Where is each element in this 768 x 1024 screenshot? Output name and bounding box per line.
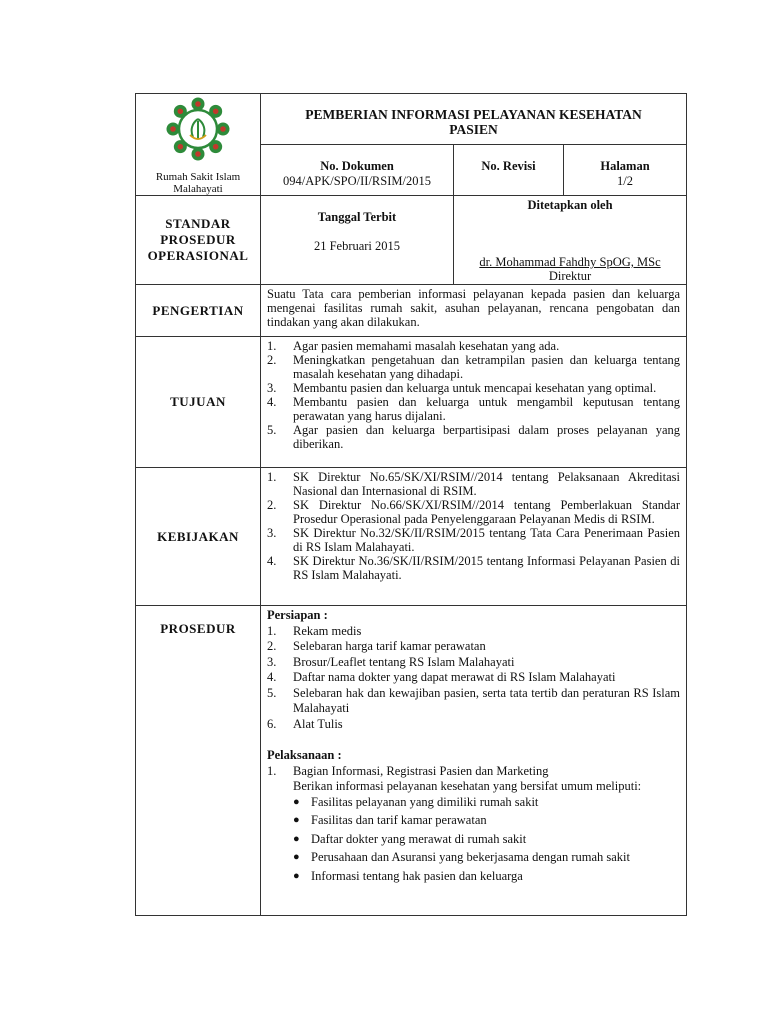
logo-cell (136, 94, 261, 196)
list-item-text: SK Direktur No.66/SK/XI/RSIM//2014 tentang Pemberlakuan Standar Prosedur Operasional pada Penyelenggaraan Pelayanan Medis di RSIM. (293, 498, 681, 526)
persiapan-label: Persiapan : (267, 608, 328, 622)
list-item (267, 381, 680, 395)
sop-label-cell (136, 196, 261, 285)
bullet-icon: ● (293, 795, 300, 808)
list-item-text: Agar pasien memahami masalah kesehatan yang ada. (293, 339, 560, 353)
list-item-text: Daftar nama dokter yang dapat merawat di RS Islam Malahayati (293, 670, 616, 684)
bullet-icon: ● (293, 832, 300, 845)
bullet-item (293, 813, 680, 829)
bullet-item (293, 832, 680, 848)
list-item-number: 3. (267, 526, 277, 540)
bullet-item (293, 869, 680, 885)
list-item-number: 4. (267, 395, 277, 409)
revision-label: No. Revisi (481, 159, 536, 173)
pelaksanaan-step (267, 764, 680, 795)
doc-number-label: No. Dokumen (320, 159, 394, 173)
prosedur-label: PROSEDUR (136, 606, 261, 916)
list-item-number: 5. (267, 685, 277, 700)
bullet-icon: ● (293, 869, 300, 882)
approver-title: Direktur (548, 269, 592, 283)
bullet-icon: ● (293, 814, 300, 826)
list-item-text: Membantu pasien dan keluarga untuk mengambil keputusan tentang perawatan yang harus dijalani. (293, 395, 681, 423)
list-item-text: Brosur/Leaflet tentang RS Islam Malahayati (293, 654, 515, 669)
issue-date-label: Tanggal Terbit (317, 210, 397, 224)
list-item-number: 2. (267, 498, 277, 512)
list-item (267, 717, 680, 733)
hospital-logo-icon (166, 97, 230, 161)
list-item-number: 1. (267, 623, 277, 638)
bullet-text: Fasilitas pelayanan yang dimiliki rumah sakit (311, 794, 539, 809)
list-item-number: 5. (267, 423, 277, 437)
prosedur-content (261, 606, 687, 916)
list-item-text: Selebaran harga tarif kamar perawatan (293, 639, 486, 653)
document-title-line2: PASIEN (449, 122, 498, 137)
list-item-text: Agar pasien dan keluarga berpartisipasi dalam proses pelayanan yang diberikan. (293, 423, 681, 451)
pengertian-text: Suatu Tata cara pemberian informasi pelayanan kepada pasien dan keluarga mengenai fasilitas rumah sakit, asuhan pelayanan, rencana pengobatan dan tindakan yang akan dilakukan. (261, 285, 687, 337)
list-item-text: Alat Tulis (293, 716, 343, 731)
pelaksanaan-list (267, 764, 680, 795)
list-item (267, 624, 680, 640)
list-item-number: 1. (267, 339, 277, 353)
tujuan-content (261, 337, 687, 468)
tujuan-label: TUJUAN (136, 337, 261, 468)
bullet-text: Fasilitas dan tarif kamar perawatan (311, 813, 487, 827)
sop-line3: OPERASIONAL (147, 248, 249, 263)
issue-date-value: 21 Februari 2015 (313, 239, 401, 253)
bullet-text: Informasi tentang hak pasien dan keluarga (311, 868, 523, 883)
list-item (267, 470, 680, 498)
list-item (267, 498, 680, 526)
list-item (267, 353, 680, 381)
sop-line1: STANDAR (165, 216, 231, 231)
list-item (267, 526, 680, 554)
doc-number-value: 094/APK/SPO/II/RSIM/2015 (283, 174, 431, 188)
approval-cell (454, 196, 687, 285)
list-item-number: 3. (267, 381, 277, 395)
list-item-number: 6. (267, 716, 277, 731)
step-description: Berikan informasi pelayanan kesehatan yang bersifat umum meliputi: (293, 779, 642, 793)
document-title (261, 94, 687, 145)
page-label: Halaman (600, 159, 650, 173)
hospital-name-line1: Rumah Sakit Islam (155, 171, 241, 183)
list-item (267, 395, 680, 423)
kebijakan-content (261, 468, 687, 606)
list-item (267, 686, 680, 717)
tujuan-list (267, 339, 680, 451)
persiapan-list (267, 624, 680, 733)
list-item (267, 639, 680, 655)
list-item-text: SK Direktur No.36/SK/II/RSIM/2015 tentang Informasi Pelayanan Pasien di RS Islam Malahayati. (293, 554, 681, 582)
step-body (293, 764, 680, 795)
list-item-text: Rekam medis (293, 623, 362, 638)
hospital-name-line2: Malahayati (173, 183, 223, 195)
list-item-number: 4. (267, 670, 277, 684)
step-title: Bagian Informasi, Registrasi Pasien dan Marketing (293, 763, 549, 778)
list-item-text: Selebaran hak dan kewajiban pasien, serta tata tertib dan peraturan RS Islam Malahayati (293, 685, 681, 715)
approved-by-label: Ditetapkan oleh (527, 198, 613, 212)
list-item-text: SK Direktur No.32/SK/II/RSIM/2015 tentang Tata Cara Penerimaan Pasien di RS Islam Malahayati. (293, 526, 681, 554)
doc-number-cell (261, 145, 454, 196)
bullet-text: Perusahaan dan Asuransi yang bekerjasama dengan rumah sakit (311, 850, 630, 864)
bullet-icon: ● (293, 851, 300, 863)
issue-date-cell (261, 196, 454, 285)
page-value: 1/2 (617, 174, 633, 188)
list-item-text: Meningkatkan pengetahuan dan ketrampilan pasien dan keluarga tentang masalah kesehatan yang dihadapi. (293, 353, 681, 381)
list-item (267, 339, 680, 353)
approver-name: dr. Mohammad Fahdhy SpOG, MSc (479, 255, 661, 269)
list-item-text: Membantu pasien dan keluarga untuk mencapai kesehatan yang optimal. (293, 381, 657, 395)
list-item (267, 423, 680, 451)
sop-document-table (135, 93, 687, 916)
list-item-number: 1. (267, 470, 277, 484)
list-item (267, 554, 680, 582)
list-item-text: SK Direktur No.65/SK/XI/RSIM//2014 tentang Pelaksanaan Akreditasi Nasional dan Internasional di RSIM. (293, 470, 681, 498)
list-item-number: 4. (267, 554, 277, 568)
pelaksanaan-label: Pelaksanaan : (267, 748, 342, 762)
kebijakan-list (267, 470, 680, 582)
bullet-text: Daftar dokter yang merawat di rumah sakit (311, 831, 527, 846)
sop-line2: PROSEDUR (160, 232, 236, 247)
list-item-number: 3. (267, 654, 277, 669)
document-title-line1: PEMBERIAN INFORMASI PELAYANAN KESEHATAN (305, 107, 642, 122)
bullet-item (293, 850, 680, 866)
revision-cell (454, 145, 564, 196)
hospital-name (136, 171, 260, 195)
list-item (267, 655, 680, 671)
step-number: 1. (267, 763, 277, 778)
pengertian-label: PENGERTIAN (136, 285, 261, 337)
list-item (267, 670, 680, 686)
list-item-number: 2. (267, 353, 277, 367)
page-cell (564, 145, 687, 196)
list-item-number: 2. (267, 639, 277, 653)
info-bullet-list (267, 795, 680, 885)
bullet-item (293, 795, 680, 811)
kebijakan-label: KEBIJAKAN (136, 468, 261, 606)
